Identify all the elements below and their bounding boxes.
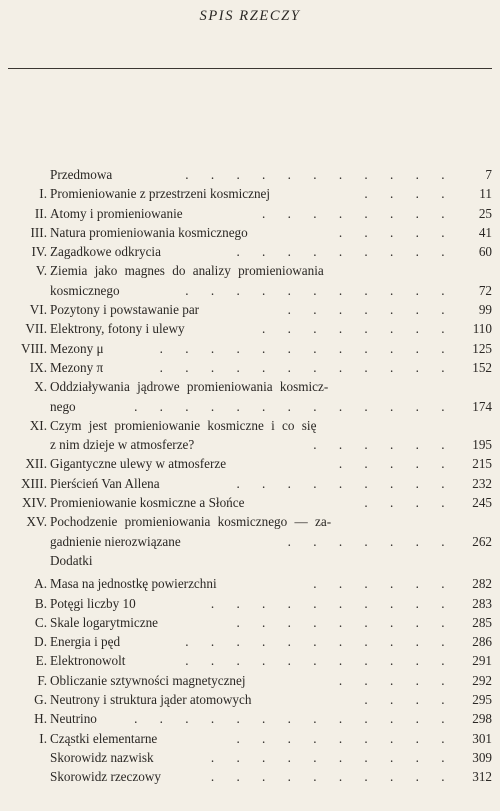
toc-entry-title: Ziemia jako magnes do analizy promieniowania	[50, 263, 324, 279]
toc-entry-number: D.	[34, 634, 47, 650]
toc-entry-leader-dots: . . . . .	[338, 672, 454, 688]
toc-entry[interactable]	[0, 416, 500, 435]
toc-entry[interactable]	[0, 184, 500, 203]
toc-entry[interactable]	[0, 223, 500, 242]
toc-entry[interactable]	[0, 532, 500, 551]
toc-entry-page-number: 195	[472, 437, 492, 453]
toc-entry-leader-dots: . . . . . .	[313, 576, 454, 592]
toc-entry-title: Pozytony i powstawanie par	[50, 302, 200, 318]
toc-entry-page-number: 215	[472, 456, 492, 472]
toc-entry-title: Energia i pęd	[50, 634, 121, 650]
toc-entry[interactable]	[0, 339, 500, 358]
toc-entry-leader-dots: . . . . . . . . . .	[210, 769, 454, 785]
toc-entry[interactable]	[0, 709, 500, 728]
toc-entry-page-number: 262	[472, 533, 492, 549]
toc-entry-leader-dots: . . . .	[364, 495, 454, 511]
toc-entry-page-number: 41	[478, 224, 492, 240]
toc-entry-title: z nim dzieje w atmosferze?	[50, 437, 195, 453]
toc-entry-leader-dots: . . . . . . . . . . . .	[159, 359, 454, 375]
toc-entry-title: Dodatki	[50, 552, 93, 568]
toc-entry-title: Obliczanie sztywności magnetycznej	[50, 672, 246, 688]
toc-entry-page-number: 25	[478, 205, 492, 221]
toc-entry-leader-dots: . . . . .	[338, 456, 454, 472]
toc-entry-number: I.	[39, 186, 47, 202]
toc-entry-leader-dots: . . . . . . . . . . . . .	[134, 711, 454, 727]
page-title: SPIS RZECZY	[199, 8, 301, 24]
toc-entry-leader-dots: . . . . . . . . . . .	[185, 653, 454, 669]
toc-entry[interactable]	[0, 300, 500, 319]
toc-entry[interactable]	[0, 632, 500, 651]
toc-entry-title: Neutrino	[50, 711, 97, 727]
toc-entry-leader-dots: . . . .	[364, 186, 454, 202]
toc-entry-title: Skale logarytmiczne	[50, 614, 159, 630]
toc-entry-leader-dots: . . . . . . . . .	[236, 475, 454, 491]
toc-entry[interactable]	[0, 651, 500, 670]
toc-entry-number: III.	[30, 224, 47, 240]
toc-entry-number: B.	[34, 595, 47, 611]
toc-entry-page-number: 232	[472, 475, 492, 491]
toc-entry-page-number: 292	[472, 672, 492, 688]
toc-entry-title: Pierścień Van Allena	[50, 475, 160, 491]
toc-entry-number: XIII.	[21, 475, 47, 491]
toc-entry-number: G.	[34, 692, 47, 708]
toc-entry[interactable]	[0, 261, 500, 280]
toc-entry-number: V.	[35, 263, 47, 279]
toc-entry[interactable]	[0, 319, 500, 338]
toc-entry[interactable]	[0, 729, 500, 748]
toc-entry-title: Zagadkowe odkrycia	[50, 244, 161, 260]
toc-entry[interactable]	[0, 690, 500, 709]
toc-entry-number: XII.	[25, 456, 47, 472]
toc-entry[interactable]	[0, 574, 500, 593]
toc-entry[interactable]	[0, 551, 500, 570]
toc-entry-page-number: 11	[479, 186, 492, 202]
toc-entry-page-number: 245	[472, 495, 492, 511]
toc-entry-page-number: 174	[472, 398, 492, 414]
toc-entry-title: Gigantyczne ulewy w atmosferze	[50, 456, 227, 472]
toc-entry[interactable]	[0, 281, 500, 300]
toc-entry-page-number: 285	[472, 614, 492, 630]
toc-entry-page-number: 99	[478, 302, 492, 318]
toc-entry-leader-dots: . . . . . . . . . . . .	[159, 340, 454, 356]
toc-entry-leader-dots: . . . . . . . . .	[236, 730, 454, 746]
toc-entry-title: Promieniowanie kosmiczne a Słońce	[50, 495, 245, 511]
toc-entry-title: Przedmowa	[50, 167, 113, 182]
toc-entry-number: VI.	[29, 302, 47, 318]
toc-entry-page-number: 152	[472, 359, 492, 375]
toc-entry-number: I.	[39, 730, 47, 746]
toc-entry[interactable]	[0, 512, 500, 531]
toc-entry-page-number: 125	[472, 340, 492, 356]
toc-entry-number: H.	[34, 711, 47, 727]
toc-entry-title: Elektrony, fotony i ulewy	[50, 321, 185, 337]
toc-entry[interactable]	[0, 493, 500, 512]
toc-entry-leader-dots: . . . .	[364, 692, 454, 708]
toc-entry-leader-dots: . . . . . . . .	[262, 205, 454, 221]
toc-entry-page-number: 298	[472, 711, 492, 727]
toc-entry-leader-dots: . . . . . . . .	[262, 321, 454, 337]
toc-entry-leader-dots: . . . . .	[338, 224, 454, 240]
toc-entry-title: Skorowidz nazwisk	[50, 749, 154, 765]
toc-entry-page-number: 110	[472, 321, 492, 337]
toc-entry-leader-dots: . . . . . . . . . . .	[185, 167, 454, 182]
toc-entry[interactable]	[0, 748, 500, 767]
toc-entry-number: II.	[34, 205, 47, 221]
toc-entry-number: E.	[35, 653, 47, 669]
toc-entry-title: Mezony μ	[50, 340, 104, 356]
toc-entry-number: XIV.	[21, 495, 47, 511]
toc-entry-title: Mezony π	[50, 359, 104, 375]
toc-entry-page-number: 301	[472, 730, 492, 746]
toc-entry[interactable]	[0, 358, 500, 377]
toc-entry[interactable]	[0, 454, 500, 473]
toc-entry-number: XI.	[29, 417, 47, 433]
toc-entry[interactable]	[0, 204, 500, 223]
toc-entry-page-number: 7	[485, 167, 492, 182]
toc-entry-leader-dots: . . . . . . . . .	[236, 244, 454, 260]
toc-entry-leader-dots: . . . . . . . . . . .	[185, 634, 454, 650]
toc-entry[interactable]	[0, 767, 500, 786]
toc-entry[interactable]	[0, 397, 500, 416]
toc-entry-title: kosmicznego	[50, 282, 120, 298]
toc-entry-number: F.	[37, 672, 47, 688]
toc-entry-page-number: 283	[472, 595, 492, 611]
toc-entry-title: Promieniowanie z przestrzeni kosmicznej	[50, 186, 271, 202]
toc-entry[interactable]	[0, 165, 500, 184]
toc-entry-title: Czym jest promieniowanie kosmiczne i co się	[50, 417, 317, 433]
toc-entry-title: Elektronowolt	[50, 653, 126, 669]
toc-entry-title: Skorowidz rzeczowy	[50, 769, 161, 785]
toc-entry-leader-dots: . . . . . . . . .	[236, 614, 454, 630]
toc-entry-title: Pochodzenie promieniowania kosmicznego — za-	[50, 514, 332, 530]
toc-entry-leader-dots: . . . . . . . . . . . . .	[134, 398, 454, 414]
toc-entry-leader-dots: . . . . . . . . . .	[210, 749, 454, 765]
toc-entry-number: C.	[34, 614, 47, 630]
toc-entry[interactable]	[0, 242, 500, 261]
toc-entry-leader-dots: . . . . . . . . . .	[210, 595, 454, 611]
table-of-contents	[0, 165, 500, 787]
toc-entry-page-number: 309	[472, 749, 492, 765]
toc-entry-title: Oddziaływania jądrowe promieniowania kosmicz-	[50, 379, 329, 395]
toc-entry-page-number: 312	[472, 769, 492, 785]
header-divider	[8, 68, 492, 69]
toc-entry-page-number: 72	[478, 282, 492, 298]
toc-entry-number: XV.	[26, 514, 47, 530]
toc-entry-number: VII.	[25, 321, 47, 337]
toc-entry-number: IV.	[31, 244, 47, 260]
toc-entry-title: Potęgi liczby 10	[50, 595, 136, 611]
toc-entry-leader-dots: . . . . . . .	[287, 302, 454, 318]
toc-entry[interactable]	[0, 671, 500, 690]
toc-entry-number: A.	[34, 576, 47, 592]
toc-entry-title: Neutrony i struktura jąder atomowych	[50, 692, 252, 708]
toc-entry[interactable]	[0, 377, 500, 396]
toc-entry-title: nego	[50, 398, 76, 414]
toc-entry-title: Cząstki elementarne	[50, 730, 158, 746]
toc-entry-page-number: 295	[472, 692, 492, 708]
toc-entry[interactable]	[0, 613, 500, 632]
toc-entry[interactable]	[0, 594, 500, 613]
toc-entry-number: IX.	[29, 359, 47, 375]
toc-entry-page-number: 60	[478, 244, 492, 260]
toc-entry-page-number: 291	[472, 653, 492, 669]
toc-entry[interactable]	[0, 474, 500, 493]
toc-entry-leader-dots: . . . . . .	[313, 437, 454, 453]
toc-entry-title: gadnienie nierozwiązane	[50, 533, 181, 549]
toc-entry-title: Natura promieniowania kosmicznego	[50, 224, 248, 240]
toc-entry-leader-dots: . . . . . . . . . . .	[185, 282, 454, 298]
toc-entry-number: X.	[34, 379, 47, 395]
toc-entry-page-number: 286	[472, 634, 492, 650]
toc-entry-leader-dots: . . . . . . .	[287, 533, 454, 549]
toc-entry[interactable]	[0, 435, 500, 454]
toc-entry-page-number: 282	[472, 576, 492, 592]
toc-entry-title: Atomy i promieniowanie	[50, 205, 183, 221]
toc-entry-title: Masa na jednostkę powierzchni	[50, 576, 217, 592]
toc-entry-number: VIII.	[21, 340, 47, 356]
